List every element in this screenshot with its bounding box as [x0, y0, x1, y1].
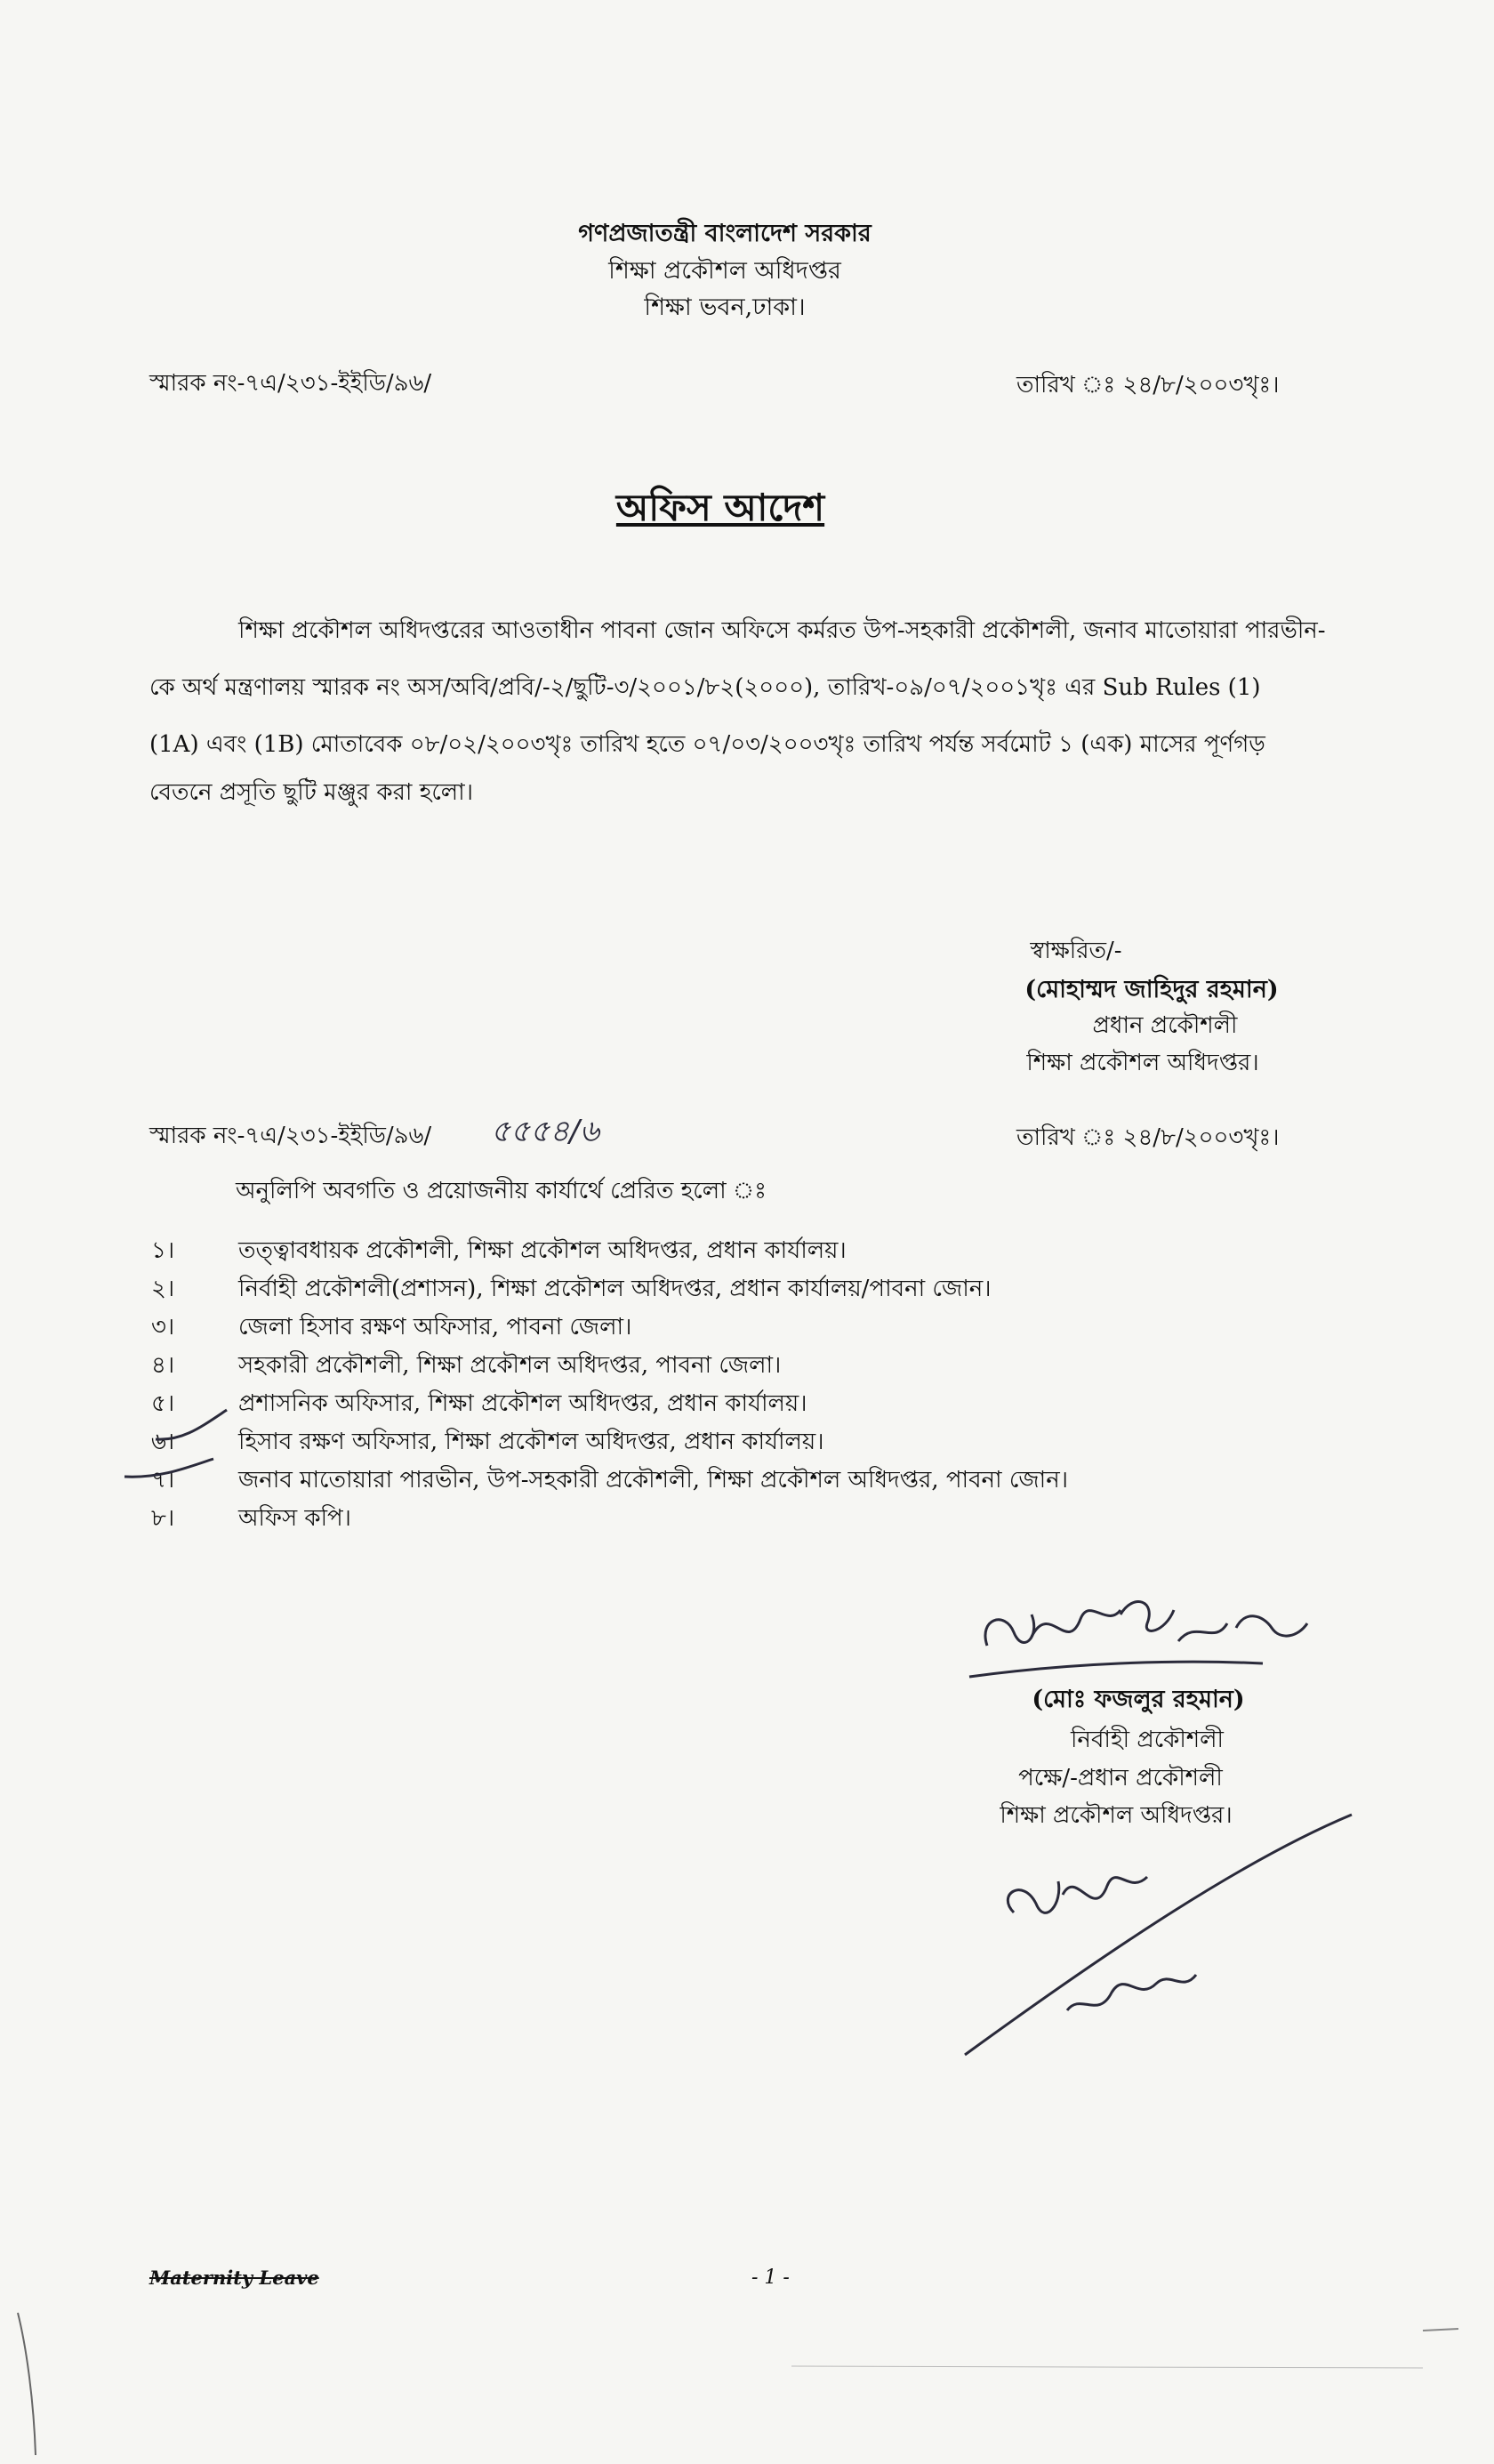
initials-scribble-icon	[965, 1815, 1352, 2055]
signed-mark: স্বাক্ষরিত/-	[1030, 938, 1122, 964]
page-number: - 1 -	[751, 2267, 790, 2289]
memo-ref-2: স্মারক নং-৭এ/২৩১-ইইডি/৯৬/	[149, 1123, 432, 1149]
cc-number: ৫।	[151, 1390, 175, 1417]
govt-header: গণপ্রজাতন্ত্রী বাংলাদেশ সরকার	[578, 220, 872, 247]
cc-item: জেলা হিসাব রক্ষণ অফিসার, পাবনা জেলা।	[238, 1314, 632, 1341]
cc-number: ১।	[151, 1237, 175, 1264]
cc-number: ২।	[151, 1276, 175, 1302]
signatory-designation-2: নির্বাহী প্রকৌশলী	[1070, 1727, 1224, 1753]
cc-number: ৮।	[151, 1505, 175, 1532]
cc-number: ৬।	[151, 1429, 175, 1455]
body-line-3: (1A) এবং (1B) মোতাবেক ০৮/০২/২০০৩খৃঃ তারিখ হতে ০৭/০৩/২০০৩খৃঃ তারিখ পর্যন্ত সর্বমোট ১ (এক) মাসের পূর্ণগড়	[149, 731, 1265, 758]
signatory-on-behalf: পক্ষে/-প্রধান প্রকৌশলী	[1018, 1765, 1223, 1792]
body-line-2: কে অর্থ মন্ত্রণালয় স্মারক নং অস/অবি/প্রবি/-২/ছুটি-৩/২০০১/৮২(২০০০), তারিখ-০৯/০৭/২০০১খৃঃ এর Sub Rules (1)	[149, 674, 1261, 701]
cc-item: হিসাব রক্ষণ অফিসার, শিক্ষা প্রকৌশল অধিদপ্তর, প্রধান কার্যালয়।	[238, 1429, 824, 1455]
signatory-office-1: শিক্ষা প্রকৌশল অধিদপ্তর।	[1026, 1050, 1259, 1076]
page-title: অফিস আদেশ	[615, 486, 825, 529]
cc-item: নির্বাহী প্রকৌশলী(প্রশাসন), শিক্ষা প্রকৌশল অধিদপ্তর, প্রধান কার্যালয়/পাবনা জোন।	[238, 1276, 992, 1302]
signatory-name-2: (মোঃ ফজলুর রহমান)	[1032, 1686, 1245, 1713]
signature-scribble-icon	[969, 1602, 1307, 1677]
cc-item: জনাব মাতোয়ারা পারভীন, উপ-সহকারী প্রকৌশলী, শিক্ষা প্রকৌশল অধিদপ্তর, পাবনা জোন।	[238, 1467, 1069, 1494]
cc-number: ৭।	[151, 1467, 175, 1494]
signatory-office-2: শিক্ষা প্রকৌশল অধিদপ্তর।	[1000, 1802, 1233, 1829]
cc-intro: অনুলিপি অবগতি ও প্রয়োজনীয় কার্যার্থে প্রেরিত হলো ঃ	[236, 1178, 767, 1204]
cc-number: ৩।	[151, 1314, 175, 1341]
body-line-1: শিক্ষা প্রকৌশল অধিদপ্তরের আওতাধীন পাবনা জোন অফিসে কর্মরত উপ-সহকারী প্রকৌশলী, জনাব মাতোয়ারা পারভীন-	[238, 617, 1326, 644]
cc-item: তত্ত্বাবধায়ক প্রকৌশলী, শিক্ষা প্রকৌশল অধিদপ্তর, প্রধান কার্যালয়।	[238, 1237, 847, 1264]
handwritten-memo-number: ৫৫৫৪/৬	[491, 1114, 599, 1149]
check-mark-icon	[156, 1410, 227, 1439]
check-mark-icon	[124, 1459, 213, 1477]
cc-number: ৪।	[151, 1352, 175, 1379]
cc-item: অফিস কপি।	[238, 1505, 351, 1532]
memo-ref-1: স্মারক নং-৭এ/২৩১-ইইডি/৯৬/	[149, 370, 432, 397]
address-header: শিক্ষা ভবন,ঢাকা।	[644, 294, 806, 321]
signatory-name-1: (মোহাম্মদ জাহিদুর রহমান)	[1024, 976, 1279, 1003]
cc-item: সহকারী প্রকৌশলী, শিক্ষা প্রকৌশল অধিদপ্তর, পাবনা জেলা।	[238, 1352, 782, 1379]
memo-date-2: তারিখ ঃ ২৪/৮/২০০৩খৃঃ।	[1016, 1124, 1280, 1151]
body-line-4: বেতনে প্রসূতি ছুটি মঞ্জুর করা হলো।	[149, 779, 474, 806]
footer-label: Maternity Leave	[149, 2267, 319, 2289]
signatory-designation-1: প্রধান প্রকৌশলী	[1092, 1012, 1238, 1039]
cc-item: প্রশাসনিক অফিসার, শিক্ষা প্রকৌশল অধিদপ্তর, প্রধান কার্যালয়।	[238, 1390, 807, 1417]
department-header: শিক্ষা প্রকৌশল অধিদপ্তর	[608, 257, 841, 285]
memo-date-1: তারিখ ঃ ২৪/৮/২০০৩খৃঃ।	[1016, 372, 1280, 399]
